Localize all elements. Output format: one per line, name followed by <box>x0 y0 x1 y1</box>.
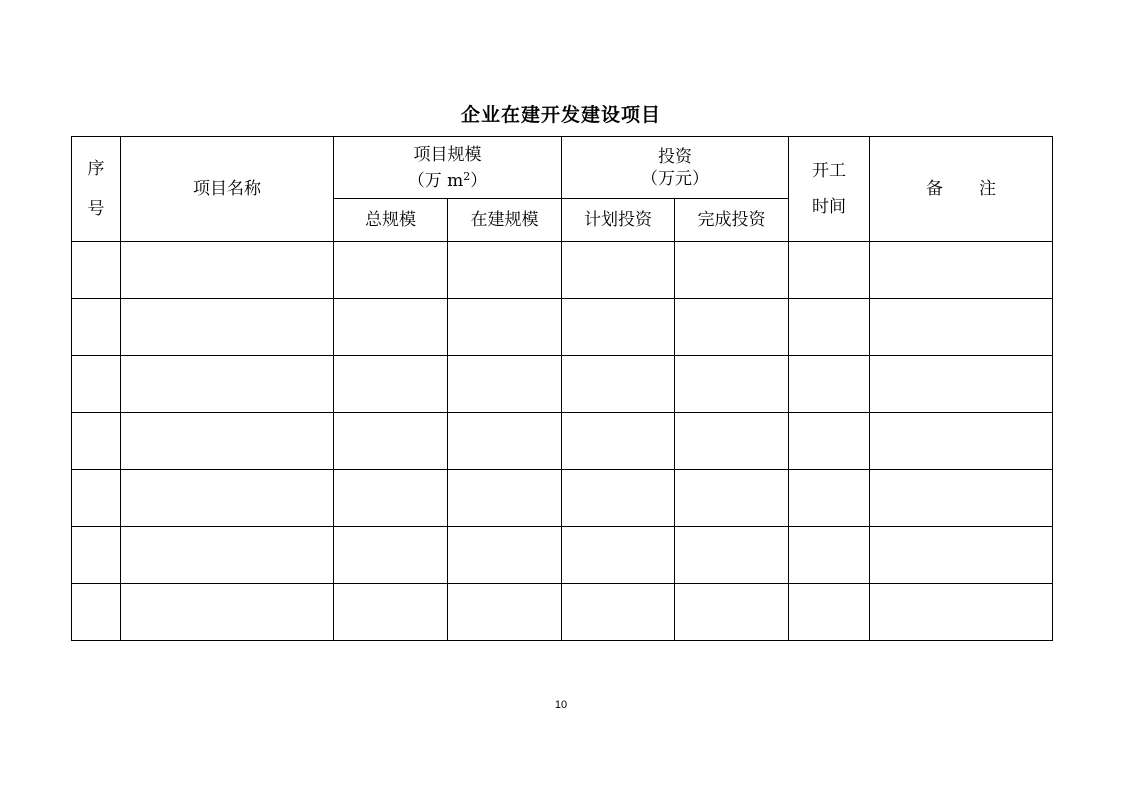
table-row <box>72 242 1053 299</box>
header-seq-bottom: 号 <box>87 199 105 219</box>
cell-project-name <box>121 527 334 584</box>
header-planned-investment: 计划投资 <box>562 199 675 242</box>
cell-start-time <box>789 242 870 299</box>
cell-start-time <box>789 299 870 356</box>
project-table <box>71 136 1053 641</box>
cell-completed-investment <box>675 470 789 527</box>
cell-seq <box>72 584 121 641</box>
cell-under-construction-scale <box>448 527 562 584</box>
header-investment-unit: （万元） <box>641 168 709 189</box>
cell-completed-investment <box>675 356 789 413</box>
cell-planned-investment <box>562 299 675 356</box>
cell-start-time <box>789 584 870 641</box>
cell-start-time <box>789 413 870 470</box>
cell-start-time <box>789 470 870 527</box>
cell-under-construction-scale <box>448 242 562 299</box>
header-total-scale: 总规模 <box>334 199 448 242</box>
header-scale-unit-prefix: （万 m <box>407 170 464 191</box>
cell-remark <box>870 356 1053 413</box>
header-investment-group <box>562 137 789 199</box>
header-scale-unit <box>334 166 561 192</box>
cell-seq <box>72 242 121 299</box>
header-scale-label: 项目规模 <box>413 144 482 165</box>
page-title: 企业在建开发建设项目 <box>460 104 661 126</box>
cell-remark <box>870 242 1053 299</box>
cell-seq <box>72 356 121 413</box>
cell-total-scale <box>334 413 448 470</box>
cell-planned-investment <box>562 584 675 641</box>
header-remark-right: 注 <box>979 179 996 199</box>
cell-total-scale <box>334 584 448 641</box>
cell-planned-investment <box>562 470 675 527</box>
cell-remark <box>870 299 1053 356</box>
header-row-primary <box>72 137 1053 199</box>
cell-under-construction-scale <box>448 470 562 527</box>
header-investment-label: 投资 <box>658 146 692 167</box>
table-body <box>72 242 1053 641</box>
cell-project-name <box>121 242 334 299</box>
header-remark-left: 备 <box>926 179 943 199</box>
cell-project-name <box>121 413 334 470</box>
cell-completed-investment <box>675 527 789 584</box>
cell-planned-investment <box>562 242 675 299</box>
cell-project-name <box>121 470 334 527</box>
cell-seq <box>72 299 121 356</box>
cell-project-name <box>121 299 334 356</box>
table-row <box>72 356 1053 413</box>
cell-total-scale <box>334 527 448 584</box>
cell-under-construction-scale <box>448 584 562 641</box>
cell-under-construction-scale <box>448 299 562 356</box>
table-row <box>72 299 1053 356</box>
header-scale-group <box>334 137 562 199</box>
cell-under-construction-scale <box>448 356 562 413</box>
cell-total-scale <box>334 356 448 413</box>
cell-remark <box>870 413 1053 470</box>
cell-completed-investment <box>675 299 789 356</box>
header-start-time-top: 开工 <box>812 161 846 181</box>
header-completed-investment: 完成投资 <box>675 199 789 242</box>
header-scale-unit-sup: 2 <box>463 169 471 183</box>
cell-start-time <box>789 356 870 413</box>
cell-planned-investment <box>562 413 675 470</box>
header-seq-top: 序 <box>87 159 105 179</box>
table-row <box>72 527 1053 584</box>
cell-seq <box>72 527 121 584</box>
cell-start-time <box>789 527 870 584</box>
cell-completed-investment <box>675 242 789 299</box>
header-remark <box>870 137 1053 242</box>
cell-remark <box>870 527 1053 584</box>
cell-remark <box>870 584 1053 641</box>
cell-completed-investment <box>675 584 789 641</box>
cell-project-name <box>121 356 334 413</box>
header-seq <box>72 137 121 242</box>
table-row <box>72 584 1053 641</box>
cell-total-scale <box>334 242 448 299</box>
cell-total-scale <box>334 299 448 356</box>
header-scale-unit-suffix: ） <box>470 170 488 191</box>
table-row <box>72 470 1053 527</box>
header-start-time-bottom: 时间 <box>812 197 846 217</box>
cell-seq <box>72 470 121 527</box>
cell-seq <box>72 413 121 470</box>
page-number: 10 <box>554 699 568 711</box>
header-start-time <box>789 137 870 242</box>
cell-planned-investment <box>562 527 675 584</box>
cell-project-name <box>121 584 334 641</box>
cell-completed-investment <box>675 413 789 470</box>
cell-under-construction-scale <box>448 413 562 470</box>
header-under-construction-scale: 在建规模 <box>448 199 562 242</box>
cell-planned-investment <box>562 356 675 413</box>
header-project-name: 项目名称 <box>121 137 334 242</box>
cell-remark <box>870 470 1053 527</box>
table-row <box>72 413 1053 470</box>
cell-total-scale <box>334 470 448 527</box>
